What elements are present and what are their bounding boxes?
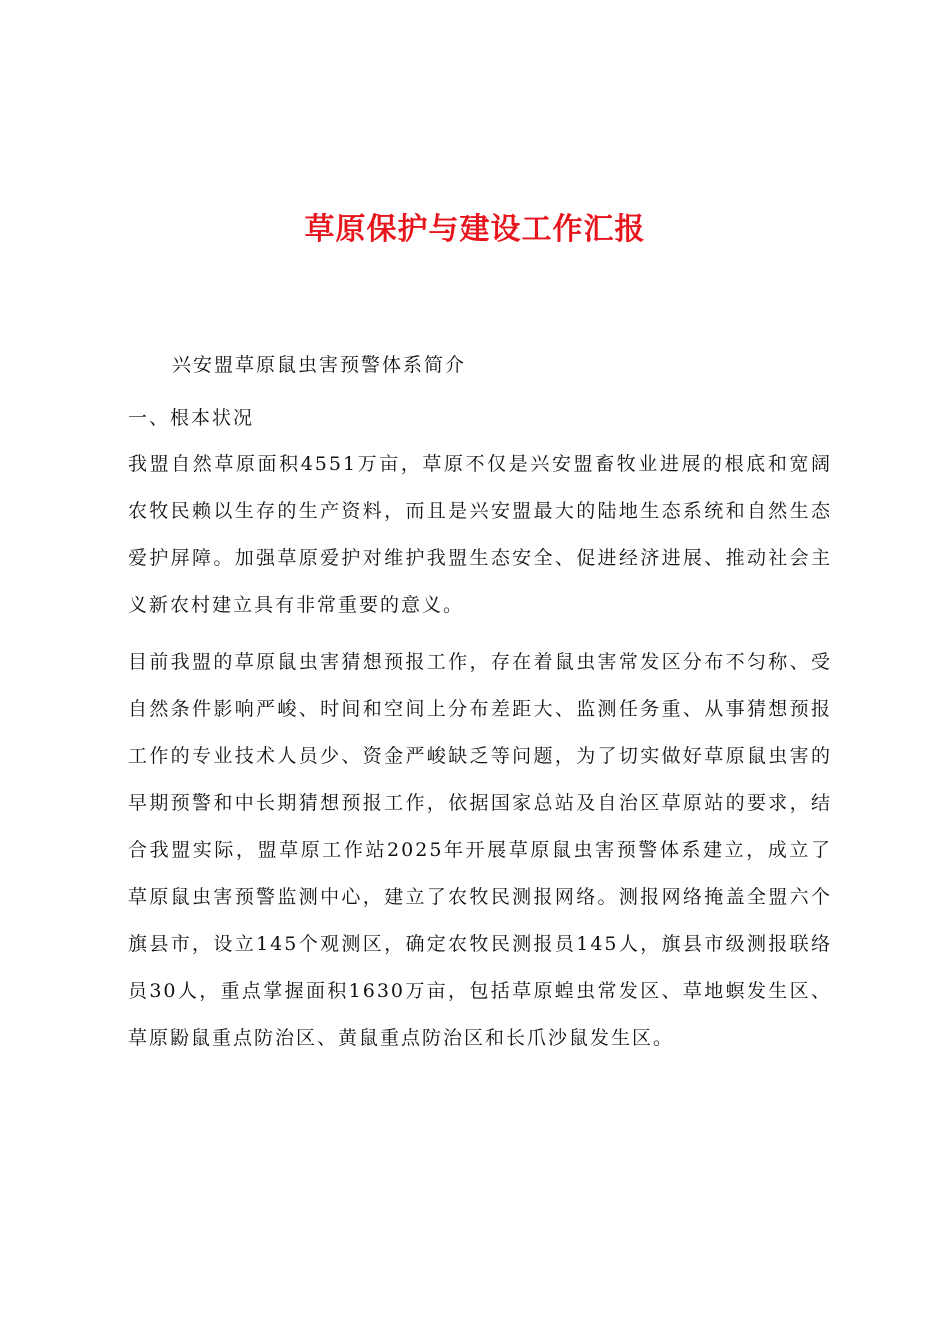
document-subtitle: 兴安盟草原鼠虫害预警体系简介 (172, 354, 467, 376)
paragraph: 目前我盟的草原鼠虫害猜想预报工作，存在着鼠虫害常发区分布不匀称、受自然条件影响严峻、时间和空间上分布差距大、监测任务重、从事猜想预报工作的专业技术人员少、资金严峻缺乏等问题，为了切实做好草原鼠虫害的早期预警和中长期猜想预报工作，依据国家总站及自治区草原站的要求，结合我盟实际，盟草原工作站2025年开展草原鼠虫害预警体系建立，成立了草原鼠虫害预警监测中心，建立了农牧民测报网络。测报网络掩盖全盟六个旗县市，设立145个观测区，确定农牧民测报员145人，旗县市级测报联络员30人，重点掌握面积1630万亩，包括草原蝗虫常发区、草地螟发生区、草原鼢鼠重点防治区、黄鼠重点防治区和长爪沙鼠发生区。 (128, 651, 832, 1049)
document-title: 草原保护与建设工作汇报 (304, 212, 646, 247)
paragraph: 我盟自然草原面积4551万亩，草原不仅是兴安盟畜牧业进展的根底和宽阔农牧民赖以生存的生产资料，而且是兴安盟最大的陆地生态系统和自然生态爱护屏障。加强草原爱护对维护我盟生态安全、促进经济进展、推动社会主义新农村建立具有非常重要的意义。 (128, 453, 832, 616)
section-heading: 一、根本状况 (128, 407, 255, 429)
